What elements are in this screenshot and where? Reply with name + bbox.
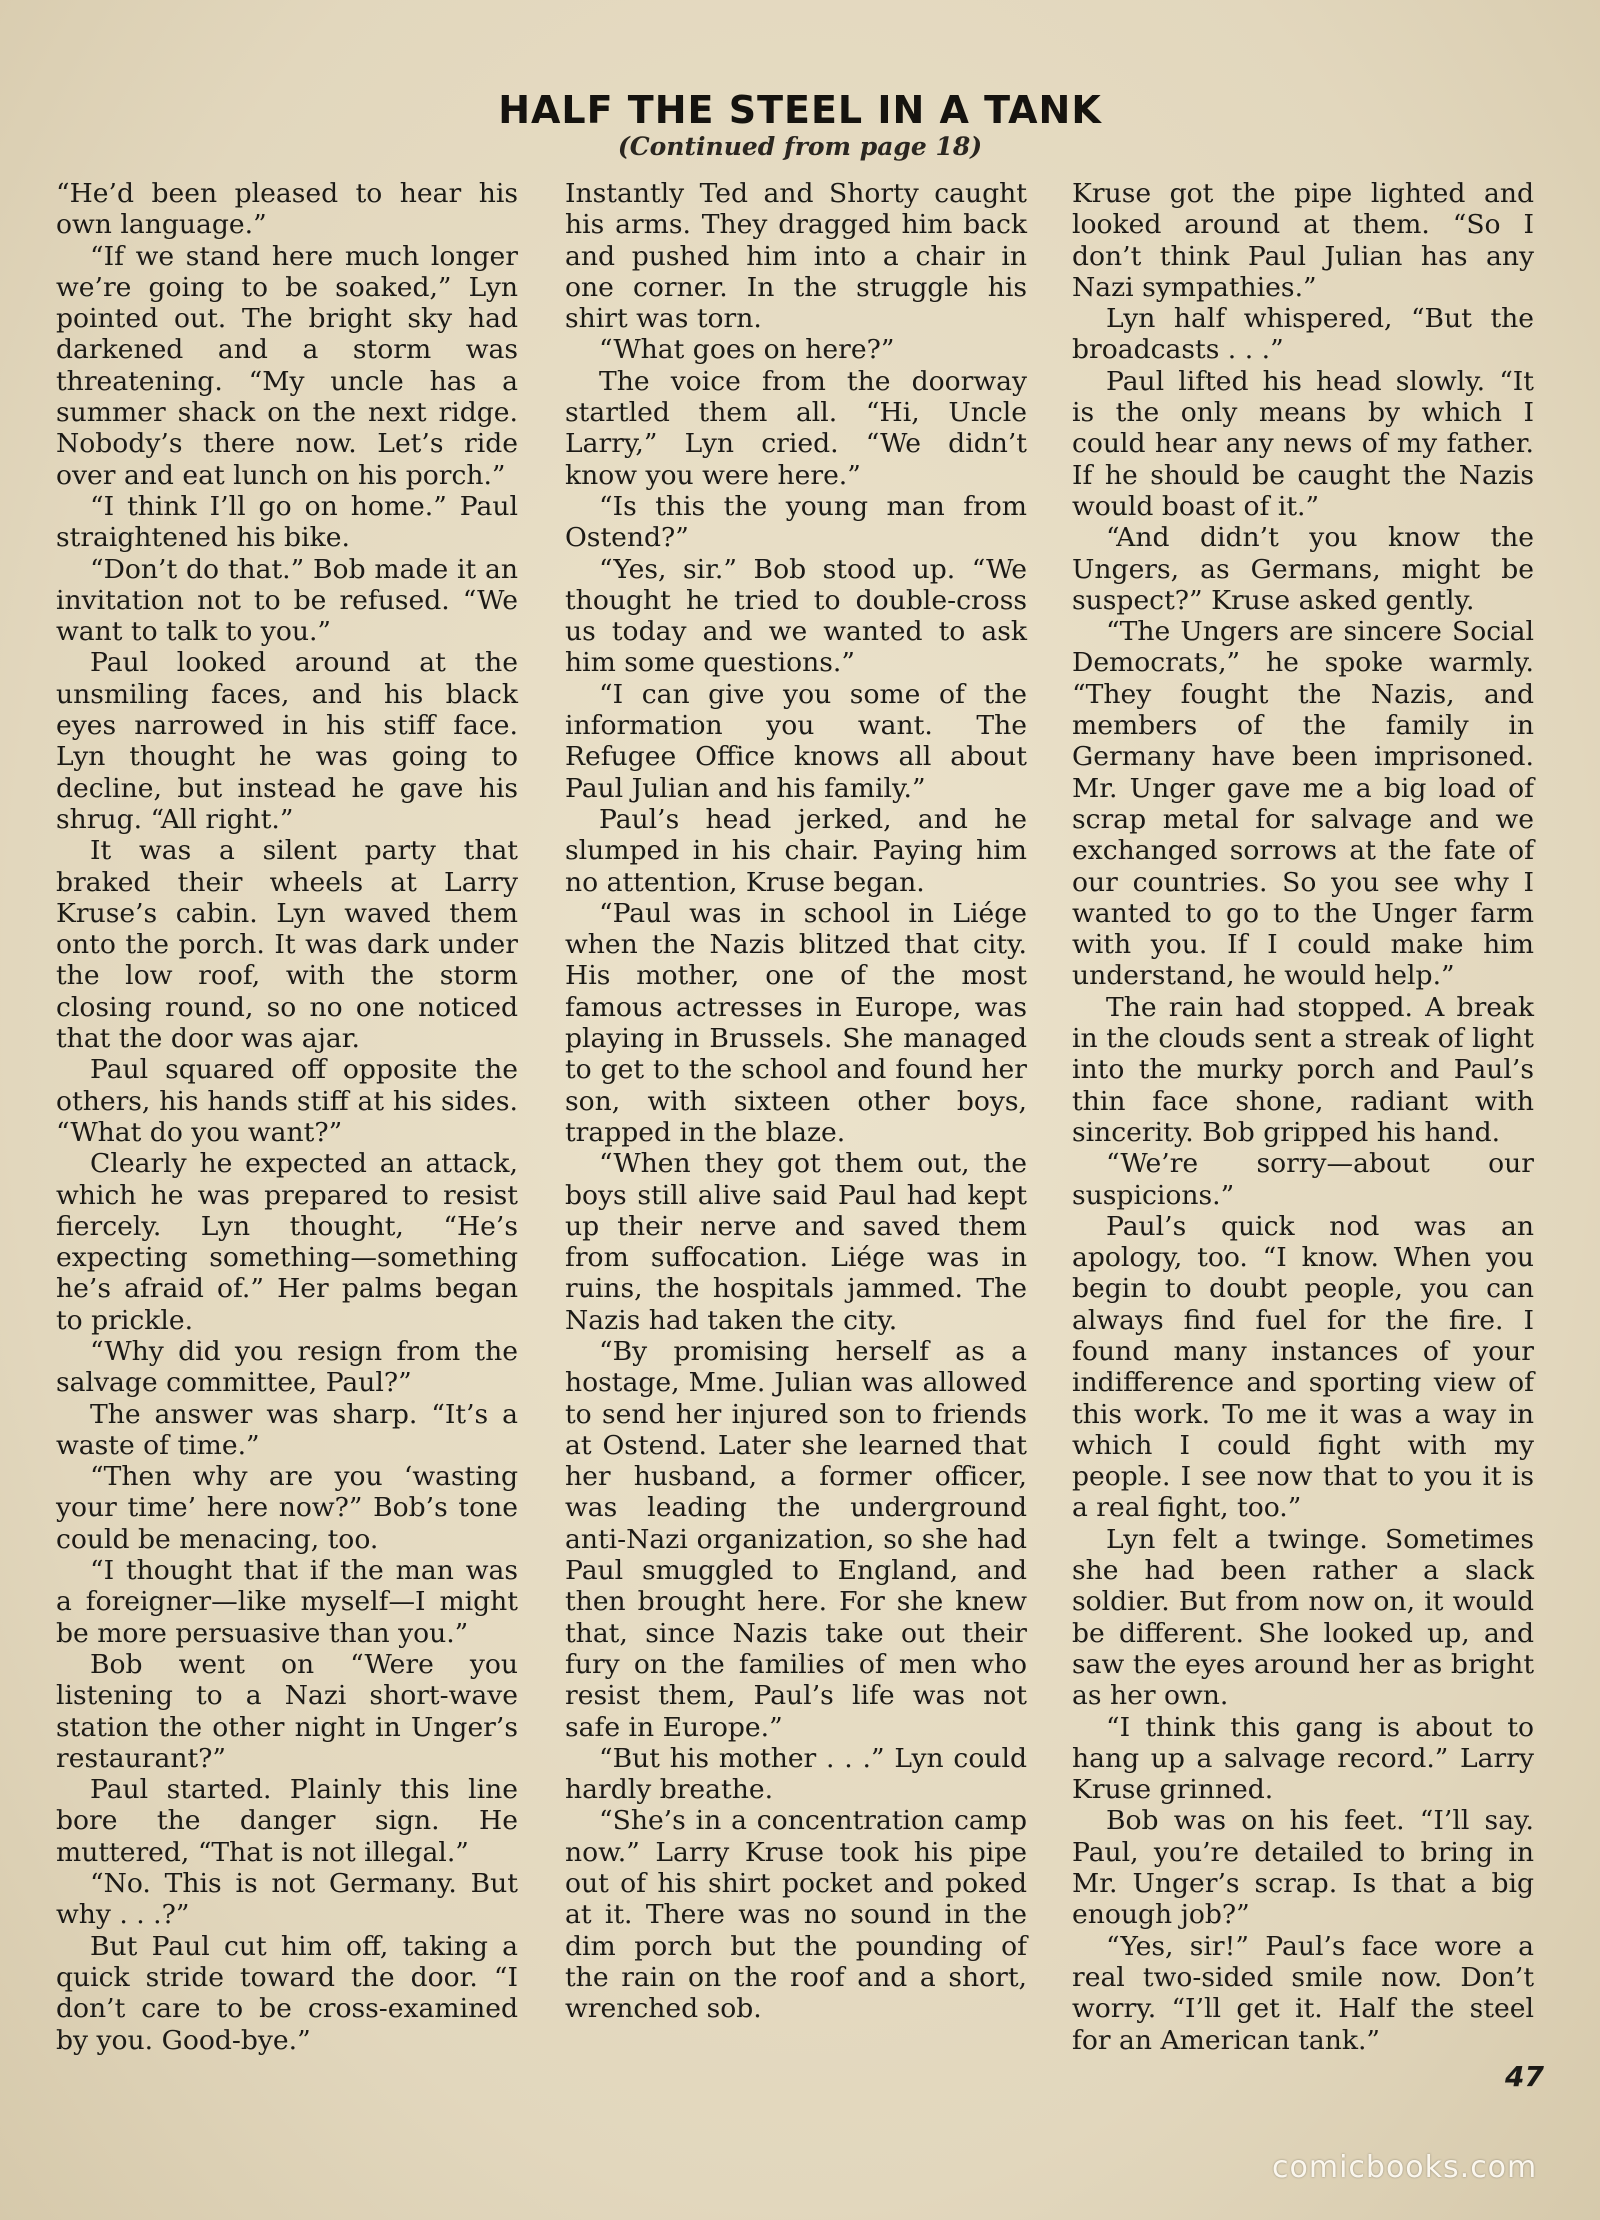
paragraph: “And didn’t you know the Ungers, as Germans, might be suspect?” Kruse asked gently. bbox=[1072, 522, 1534, 616]
paragraph: But Paul cut him off, taking a quick stride toward the door. “I don’t care to be cross-examined by you. Good-bye.” bbox=[56, 1930, 518, 2056]
text-column-3 bbox=[1072, 178, 1534, 2056]
watermark: comicbooks.com bbox=[1272, 2150, 1538, 2185]
paragraph: “Then why are you ‘wasting your time’ here now?” Bob’s tone could be menacing, too. bbox=[56, 1461, 518, 1555]
paragraph: “Yes, sir.” Bob stood up. “We thought he tried to double-cross us today and we wanted to ask him some questions.” bbox=[565, 553, 1027, 679]
paragraph: Bob went on “Were you listening to a Nazi short-wave station the other night in Unger’s restaurant?” bbox=[56, 1648, 518, 1774]
paragraph: Paul’s quick nod was an apology, too. “I know. When you begin to doubt people, you can always find fuel for the fire. I found many instances of your indifference and sporting view of this work. To me it was a way in which I could fight with my people. I see now that to you it is a real fight, too.” bbox=[1072, 1210, 1534, 1524]
continued-note: (Continued from page 18) bbox=[617, 132, 983, 161]
paragraph: “What goes on here?” bbox=[599, 334, 895, 366]
paragraph: “Is this the young man from Ostend?” bbox=[565, 490, 1027, 554]
paragraph: “Don’t do that.” Bob made it an invitation not to be refused. “We want to talk to you.” bbox=[56, 553, 518, 648]
paragraph: “Paul was in school in Liége when the Nazis blitzed that city. His mother, one of the most famous actresses in Europe, was playing in Brussels. She managed to get to the school and found her son, with sixteen other boys, trapped in the blaze. bbox=[565, 897, 1027, 1148]
paragraph: The rain had stopped. A break in the clouds sent a streak of light into the murky porch and Paul’s thin face shone, radiant with sincerity. Bob gripped his hand. bbox=[1072, 991, 1534, 1148]
paragraph: “The Ungers are sincere Social Democrats,” he spoke warmly. “They fought the Nazis, and members of the family in Germany have been imprisoned. Mr. Unger gave me a big load of scrap metal for salvage and we exchanged sorrows at the fate of our countries. So you see why I wanted to go to the Unger farm with you. If I could make him understand, he would help.” bbox=[1072, 616, 1534, 992]
paragraph: “But his mother . . .” Lyn could hardly breathe. bbox=[565, 1742, 1027, 1806]
paragraph: “When they got them out, the boys still alive said Paul had kept up their nerve and saved them from suffocation. Liége was in ruins, the hospitals jammed. The Nazis had taken the city. bbox=[565, 1148, 1027, 1336]
paragraph: “Yes, sir!” Paul’s face wore a real two-sided smile now. Don’t worry. “I’ll get it. Half the steel for an American tank.” bbox=[1072, 1930, 1534, 2056]
paragraph: Paul lifted his head slowly. “It is the only means by which I could hear any news of my father. If he should be caught the Nazis would boast of it.” bbox=[1072, 365, 1534, 522]
paragraph: Lyn half whispered, “But the broadcasts . . .” bbox=[1072, 303, 1534, 366]
paragraph: Kruse got the pipe lighted and looked around at them. “So I don’t think Paul Julian has any Nazi sympathies.” bbox=[1072, 178, 1534, 303]
paragraph: Paul’s head jerked, and he slumped in his chair. Paying him no attention, Kruse began. bbox=[565, 803, 1027, 898]
paragraph: The answer was sharp. “It’s a waste of time.” bbox=[56, 1398, 518, 1461]
paragraph: “I thought that if the man was a foreigner—like myself—I might be more persuasive than you.” bbox=[56, 1555, 518, 1649]
story-title: HALF THE STEEL IN A TANK bbox=[498, 88, 1102, 132]
paragraph: “By promising herself as a hostage, Mme. Julian was allowed to send her injured son to friends at Ostend. Later she learned that her husband, a former officer, was leading the underground anti-Nazi organization, so she had Paul smuggled to England, and then brought here. For she knew that, since Nazis take out their fury on the families of men who resist them, Paul’s life was not safe in Europe.” bbox=[565, 1335, 1027, 1743]
paragraph: “She’s in a concentration camp now.” Larry Kruse took his pipe out of his shirt pocket and poked at it. There was no sound in the dim porch but the pounding of the rain on the roof and a short, wrenched sob. bbox=[565, 1805, 1027, 2025]
paragraph: “I think this gang is about to hang up a salvage record.” Larry Kruse grinned. bbox=[1072, 1711, 1534, 1806]
paragraph: “Why did you resign from the salvage committee, Paul?” bbox=[56, 1335, 518, 1399]
paragraph: Bob was on his feet. “I’ll say. Paul, you’re detailed to bring in Mr. Unger’s scrap. Is that a big enough job?” bbox=[1072, 1805, 1534, 1931]
paragraph: “I can give you some of the information you want. The Refugee Office knows all about Paul Julian and his family.” bbox=[565, 678, 1027, 804]
text-column-2 bbox=[565, 178, 1027, 2025]
paragraph: “We’re sorry—about our suspicions.” bbox=[1072, 1148, 1534, 1211]
text-column-1 bbox=[56, 178, 518, 2056]
paragraph: Clearly he expected an attack, which he was prepared to resist fiercely. Lyn thought, “He’s expecting something—something he’s afraid of.” Her palms began to prickle. bbox=[56, 1148, 518, 1336]
paragraph: The voice from the doorway startled them all. “Hi, Uncle Larry,” Lyn cried. “We didn’t know you were here.” bbox=[565, 365, 1027, 491]
paragraph: Paul looked around at the unsmiling faces, and his black eyes narrowed in his stiff face. Lyn thought he was going to decline, but instead he gave his shrug. “All right.” bbox=[56, 647, 518, 835]
paragraph: Paul started. Plainly this line bore the danger sign. He muttered, “That is not illegal.” bbox=[56, 1774, 518, 1868]
paragraph: Lyn felt a twinge. Sometimes she had been rather a slack soldier. But from now on, it would be different. She looked up, and saw the eyes around her as bright as her own. bbox=[1072, 1523, 1534, 1712]
page-number: 47 bbox=[1505, 2060, 1544, 2093]
paragraph: “I think I’ll go on home.” Paul straightened his bike. bbox=[56, 490, 518, 554]
paragraph: “No. This is not Germany. But why . . .?” bbox=[56, 1868, 518, 1931]
paragraph: Paul squared off opposite the others, his hands stiff at his sides. “What do you want?” bbox=[56, 1054, 518, 1148]
paragraph: It was a silent party that braked their wheels at Larry Kruse’s cabin. Lyn waved them onto the porch. It was dark under the low roof, with the storm closing round, so no one noticed that the door was ajar. bbox=[56, 835, 518, 1055]
paragraph: “He’d been pleased to hear his own language.” bbox=[56, 178, 518, 241]
paragraph: “If we stand here much longer we’re going to be soaked,” Lyn pointed out. The bright sky had darkened and a storm was threatening. “My uncle has a summer shack on the next ridge. Nobody’s there now. Let’s ride over and eat lunch on his porch.” bbox=[56, 240, 518, 491]
paragraph: Instantly Ted and Shorty caught his arms. They dragged him back and pushed him into a chair in one corner. In the struggle his shirt was torn. bbox=[565, 178, 1027, 335]
